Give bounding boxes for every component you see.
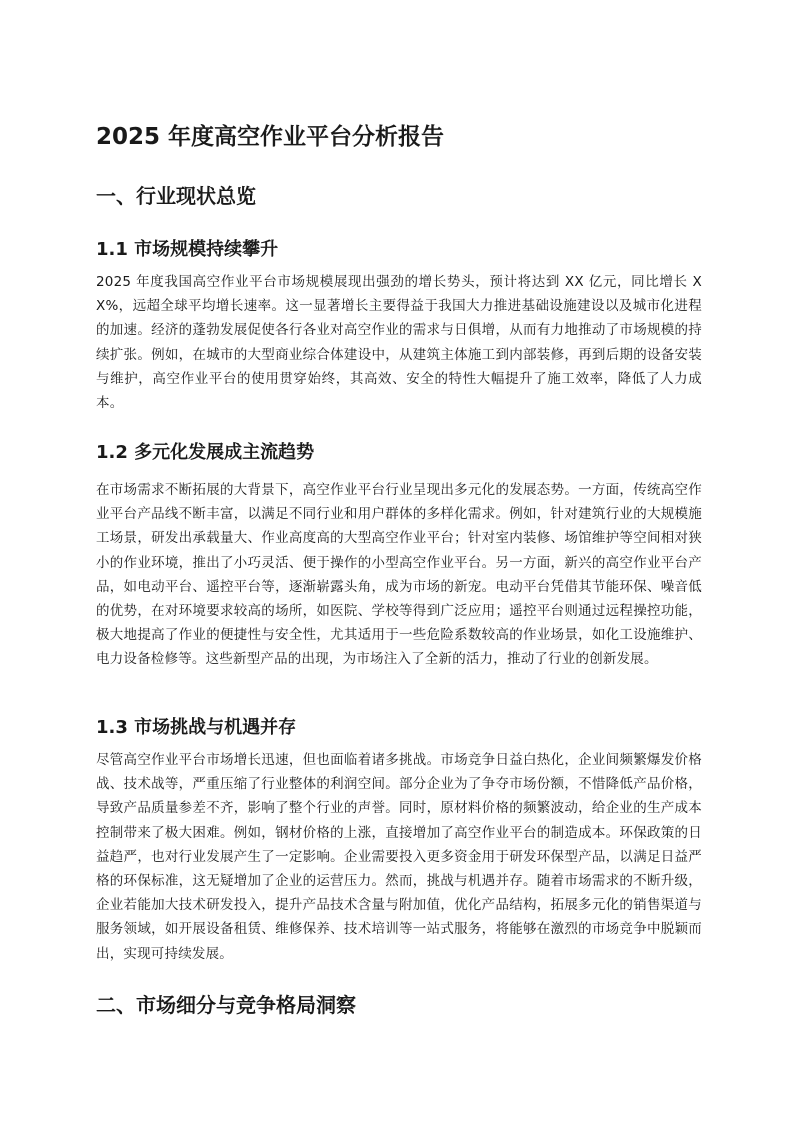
paragraph-1-2: 在市场需求不断拓展的大背景下，高空作业平台行业呈现出多元化的发展态势。一方面，传统高空作业平台产品线不断丰富，以满足不同行业和用户群体的多样化需求。例如，针对建筑行业的大规模施工场景，研发出承载量大、作业高度高的大型高空作业平台；针对室内装修、场馆维护等空间相对狭小的作业环境，推出了小巧灵活、便于操作的小型高空作业平台。另一方面，新兴的高空作业平台产品，如电动平台、遥控平台等，逐渐崭露头角，成为市场的新宠。电动平台凭借其节能环保、噪音低的优势，在对环境要求较高的场所，如医院、学校等得到广泛应用；遥控平台则通过远程操控功能，极大地提高了作业的便捷性与安全性，尤其适用于一些危险系数较高的作业场景，如化工设施维护、电力设备检修等。这些新型产品的出现，为市场注入了全新的活力，推动了行业的创新发展。	[96, 482, 702, 668]
section-heading-2: 二、市场细分与竞争格局洞察	[96, 993, 356, 1017]
paragraph-1-1: 2025 年度我国高空作业平台市场规模展现出强劲的增长势头，预计将达到 XX 亿元，同比增长 XX%，远超全球平均增长速率。这一显著增长主要得益于我国大力推进基础设施建设以及城市化进程的加速。经济的蓬勃发展促使各行各业对高空作业的需求与日俱增，从而有力地推动了市场规模的持续扩张。例如，在城市的大型商业综合体建设中，从建筑主体施工到内部装修，再到后期的设备安装与维护，高空作业平台的使用贯穿始终，其高效、安全的特性大幅提升了施工效率，降低了人力成本。	[96, 274, 702, 412]
document-title: 2025 年度高空作业平台分析报告	[96, 124, 445, 150]
subsection-heading-1-1: 1.1 市场规模持续攀升	[96, 239, 279, 260]
subsection-heading-1-2: 1.2 多元化发展成主流趋势	[96, 442, 315, 463]
subsection-heading-1-3: 1.3 市场挑战与机遇并存	[96, 717, 297, 738]
paragraph-1-3: 尽管高空作业平台市场增长迅速，但也面临着诸多挑战。市场竞争日益白热化，企业间频繁爆发价格战、技术战等，严重压缩了行业整体的利润空间。部分企业为了争夺市场份额，不惜降低产品价格，导致产品质量参差不齐，影响了整个行业的声誉。同时，原材料价格的频繁波动，给企业的生产成本控制带来了极大困难。例如，钢材价格的上涨，直接增加了高空作业平台的制造成本。环保政策的日益趋严，也对行业发展产生了一定影响。企业需要投入更多资金用于研发环保型产品，以满足日益严格的环保标准，这无疑增加了企业的运营压力。然而，挑战与机遇并存。随着市场需求的不断升级，企业若能加大技术研发投入，提升产品技术含量与附加值，优化产品结构，拓展多元化的销售渠道与服务领域，如开展设备租赁、维修保养、技术培训等一站式服务，将能够在激烈的市场竞争中脱颖而出，实现可持续发展。	[96, 752, 702, 962]
section-heading-1: 一、行业现状总览	[96, 184, 256, 208]
